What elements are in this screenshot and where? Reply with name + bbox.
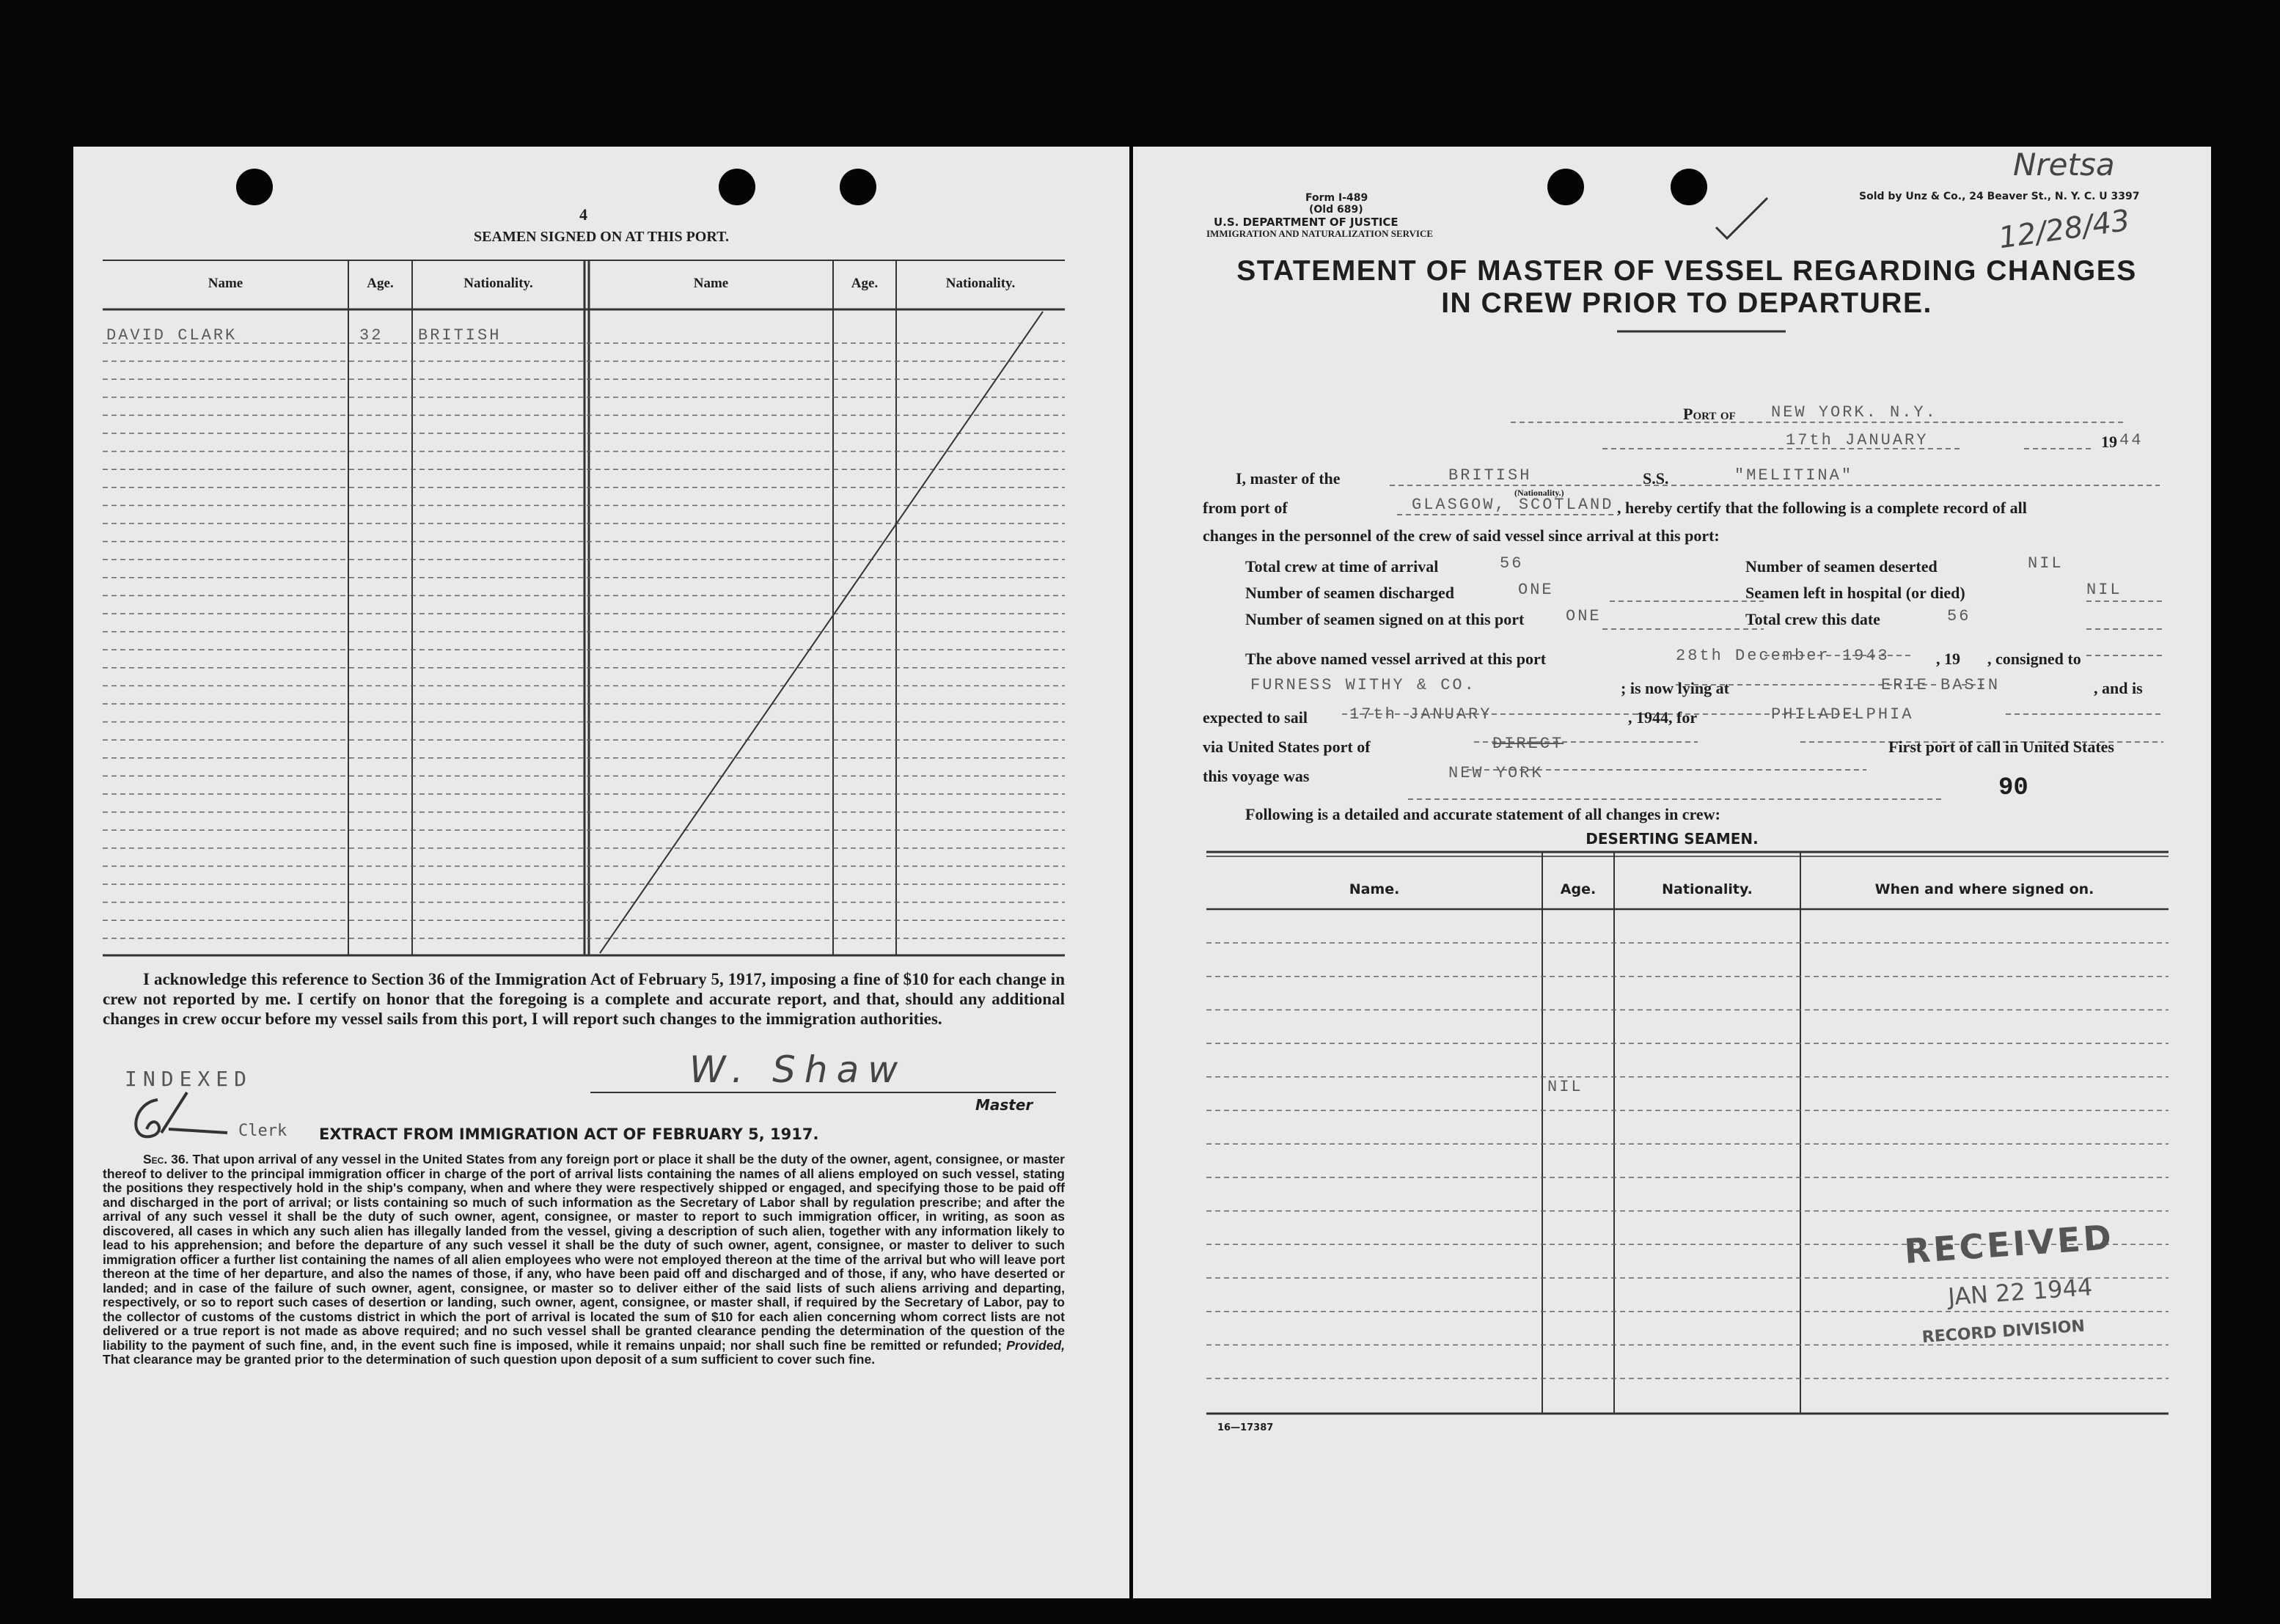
consigned-label: , consigned to: [1987, 650, 2081, 668]
total-crew-arrival-label: Total crew at time of arrival: [1245, 557, 1439, 576]
page-number: 4: [579, 205, 587, 224]
expected-value: 17th JANUARY: [1349, 705, 1492, 724]
handwritten-date: 12/28/43: [1996, 203, 2132, 256]
col-name: Name: [208, 276, 243, 291]
year-prefix: 19: [2101, 433, 2117, 451]
old-form-number: (Old 689): [1309, 204, 1363, 216]
following-text: Following is a detailed and accurate statement of all changes in crew:: [1245, 805, 1720, 823]
received-stamp-date: JAN 22 1944: [1947, 1273, 2094, 1311]
discharged-value: ONE: [1518, 581, 1554, 599]
page-code: 90: [1998, 774, 2028, 802]
signed-on-value: ONE: [1566, 607, 1602, 625]
vessel-name: "MELITINA": [1734, 466, 1854, 485]
and-is-text: , and is: [2094, 679, 2143, 697]
via-label: via United States port of: [1203, 738, 1371, 756]
clerk-label: Clerk: [238, 1122, 287, 1140]
signature-line: [73, 1085, 1129, 1114]
right-page: [1133, 147, 2211, 1598]
destination-value: PHILADELPHIA: [1771, 705, 1914, 724]
first-port-label: First port of call in United States: [1888, 738, 2114, 756]
handwritten-note: Nretsa: [2013, 147, 2115, 183]
arrived-value: 28th December 1943: [1676, 647, 1890, 665]
received-stamp: RECEIVED: [1903, 1217, 2116, 1271]
col-age: Age.: [367, 276, 394, 291]
acknowledgement-text: I acknowledge this reference to Section 36 of the Immigration Act of February 5, 1917, imposing a fine of $10 for each change in crew not reported by me. I certify on honor that the foregoing is a complete and accurate report, and that, should any additional changes in crew occur before my vessel sails from this port, I will report such changes to the immigration authorities.: [103, 970, 1065, 1028]
col-name-2: Name: [693, 276, 729, 291]
arrived-label: The above named vessel arrived at this port: [1245, 650, 1547, 668]
port-value: NEW YORK. N.Y.: [1771, 403, 1938, 422]
left-page: [73, 147, 1129, 1598]
col-deserter-signed-on: When and where signed on.: [1874, 881, 2094, 897]
col-deserter-age: Age.: [1560, 881, 1597, 897]
department-name: U.S. DEPARTMENT OF JUSTICE: [1214, 216, 1399, 229]
lying-value: ERIE BASIN: [1881, 676, 2001, 694]
master-of-label: I, master of the: [1236, 469, 1341, 488]
deserting-entry: NIL: [1547, 1078, 1583, 1096]
ss-label: S.S.: [1643, 469, 1669, 488]
footer-code: 16—17387: [1217, 1422, 1274, 1433]
form-title-line2: IN CREW PRIOR TO DEPARTURE.: [1441, 287, 1932, 319]
seller-imprint: Sold by Unz & Co., 24 Beaver St., N. Y. C. U 3397: [1859, 191, 2140, 202]
voyage-label: this voyage was: [1203, 767, 1310, 785]
section-36-text: [103, 1153, 1065, 1367]
certify-text: , hereby certify that the following is a complete record of all: [1617, 499, 2027, 517]
deserting-table-grid: [1133, 147, 2211, 1598]
master-signature: W. Shaw: [689, 1048, 907, 1091]
nationality-caption: (Nationality.): [1514, 488, 1564, 498]
discharged-label: Number of seamen discharged: [1245, 584, 1454, 602]
nationality-value: BRITISH: [1448, 466, 1532, 485]
total-crew-date-value: 56: [1947, 607, 1971, 625]
year-value: 44: [2119, 431, 2144, 449]
form-title-line1: STATEMENT OF MASTER OF VESSEL REGARDING CHANGES: [1236, 255, 2137, 287]
section-body: That upon arrival of any vessel in the United States from any foreign port or place it shall be the duty of the owner, agent, consignee, or master thereof to deliver to the principal immigration officer in charge of the port of arrival lists containing the names of all aliens employed on such vessel, stating the positions they respectively hold in the ship's company, when and where they were respectively shipped or engaged, and specifying those to be paid off and discharged in the port of arrival; or lists containing so much of such information as the Secretary of Labor shall by regulation prescribe; and after the arrival of any such vessel it shall be the duty of such owner, agent, consignee, or master to report to such immigration officer, in writing, as soon as discovered, all cases in which any such alien has illegally landed from the vessel, giving a description of such alien, together with any information likely to lead to his apprehension; and before the departure of any such vessel it shall be the duty of such owner, agent, consignee, or master to deliver to such immigration officer a further list containing the names of all alien employees who were not employed thereon at the time of the arrival but who will leave port thereon at the time of her departure, and also the names of those, if any, who have been paid off and discharged and of those, if any, who have deserted or landed; and in case of the failure of such owner, agent, consignee, or master so to deliver either of the said lists of such aliens arriving and departing, respectively, or so to report such cases of desertion or landing, such owner, agent, consignee, or master shall, if required by the Secretary of Labor, pay to the collector of customs of the customs district in which the port of arrival is located the sum of $10 for each alien concerning whom correct lists are not delivered or a true report is not made as above required; and no such vessel shall be granted clearance pending the determination of the question of the liability to the payment of such fine, and, in the event such fine is imposed, while it remains unpaid; nor shall such fine be remitted or refunded;: [103, 1152, 1065, 1353]
deserted-label: Number of seamen deserted: [1745, 557, 1938, 576]
from-port-value: GLASGOW, SCOTLAND: [1412, 496, 1614, 514]
year-label: , 19: [1936, 650, 1960, 668]
from-port-label: from port of: [1203, 499, 1288, 517]
via-value: DIRECT: [1492, 735, 1564, 753]
changes-text: changes in the personnel of the crew of said vessel since arrival at this port:: [1203, 526, 1720, 545]
proviso-body: That clearance may be granted prior to the determination of such question upon deposit of a sum sufficient to cover such fine.: [103, 1352, 876, 1367]
date-value: 17th JANUARY: [1786, 431, 1929, 449]
crew-nationality-cell: BRITISH: [418, 326, 502, 345]
section-label: Sec. 36.: [143, 1152, 189, 1166]
form-number: Form I-489: [1305, 192, 1368, 204]
hospital-value: NIL: [2086, 581, 2122, 599]
extract-heading: EXTRACT FROM IMMIGRATION ACT OF FEBRUARY 5, 1917.: [319, 1125, 819, 1143]
signed-on-label: Number of seamen signed on at this port: [1245, 610, 1525, 628]
crew-name-cell: DAVID CLARK: [106, 326, 238, 345]
seamen-signed-heading: SEAMEN SIGNED ON AT THIS PORT.: [474, 229, 729, 245]
col-nationality-2: Nationality.: [945, 276, 1016, 291]
col-deserter-nationality: Nationality.: [1662, 881, 1753, 897]
sail-year-text: , 1944, for: [1628, 708, 1698, 727]
deserted-value: NIL: [2028, 554, 2064, 573]
consignee-value: FURNESS WITHY & CO.: [1250, 676, 1476, 694]
crew-age-cell: 32: [359, 326, 384, 345]
indexed-stamp: INDEXED: [125, 1067, 253, 1091]
record-division-stamp: RECORD DIVISION: [1921, 1317, 2086, 1347]
proviso-label: Provided,: [1006, 1337, 1065, 1353]
port-label: Port of: [1683, 405, 1736, 423]
hospital-label: Seamen left in hospital (or died): [1745, 584, 1965, 602]
deserting-heading: DESERTING SEAMEN.: [1586, 830, 1759, 848]
col-nationality: Nationality.: [463, 276, 533, 291]
col-age-2: Age.: [851, 276, 879, 291]
voyage-value: NEW YORK: [1448, 764, 1544, 782]
total-crew-arrival-value: 56: [1500, 554, 1524, 573]
total-crew-date-label: Total crew this date: [1745, 610, 1880, 628]
lying-label: ; is now lying at: [1621, 679, 1729, 697]
master-label: Master: [975, 1096, 1033, 1114]
col-deserter-name: Name.: [1349, 881, 1400, 897]
expected-label: expected to sail: [1203, 708, 1308, 727]
service-name: IMMIGRATION AND NATURALIZATION SERVICE: [1206, 228, 1434, 239]
